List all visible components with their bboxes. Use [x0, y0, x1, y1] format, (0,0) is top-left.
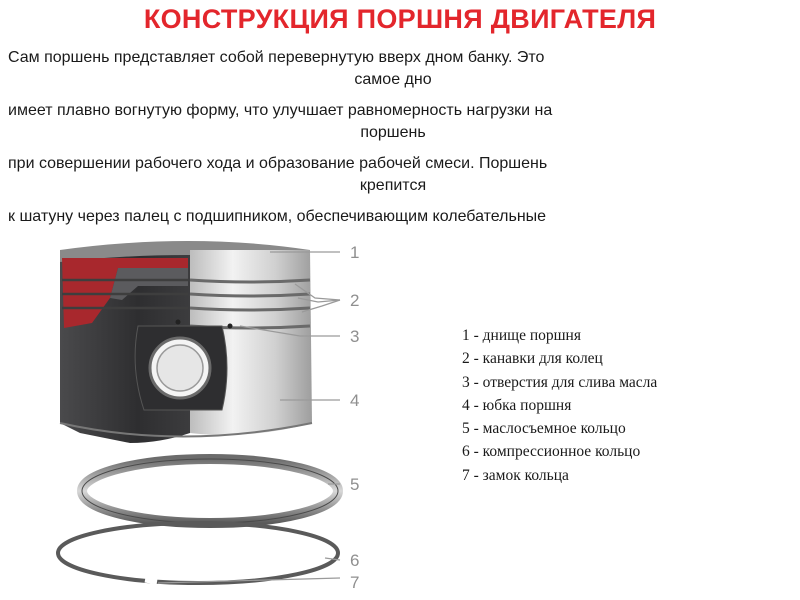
paragraph-line-text: к шатуну через палец с подшипником, обеспечивающим колебательные [8, 208, 547, 225]
callout-number: 3 [350, 327, 360, 346]
paragraph-line [8, 47, 778, 91]
piston-diagram [40, 228, 400, 598]
piston-body [60, 241, 312, 443]
callout-number: 4 [350, 391, 360, 410]
oil-hole [176, 320, 181, 325]
callout-number: 1 [350, 243, 360, 262]
paragraph-line [8, 206, 778, 228]
callout-number: 2 [350, 291, 360, 310]
legend-item: 3 - отверстия для слива масла [462, 373, 658, 391]
paragraph-line-text: при совершении рабочего хода и образование рабочей смеси. Поршень [8, 155, 548, 172]
legend-item: 1 - днище поршня [462, 327, 581, 344]
paragraph-line-text: Сам поршень представляет собой перевернутую вверх дном банку. Это [8, 49, 545, 66]
paragraph-line [8, 100, 778, 144]
callout-number: 5 [350, 475, 360, 494]
callout-number: 7 [350, 573, 360, 592]
paragraph-line-text: имеет плавно вогнутую форму, что улучшает равномерность нагрузки на [8, 102, 553, 119]
callout-number: 6 [350, 551, 360, 570]
description-text [8, 47, 778, 229]
oil-control-ring [82, 459, 338, 523]
ring-gap [145, 580, 157, 582]
paragraph-line-wrap: поршень [360, 124, 426, 141]
oil-hole [228, 324, 233, 329]
paragraph-line-wrap: самое дно [354, 71, 432, 88]
legend-item: 6 - компрессионное кольцо [462, 443, 641, 461]
legend-item: 7 - замок кольца [462, 466, 569, 484]
paragraph-line [8, 153, 778, 197]
slide-title: КОНСТРУКЦИЯ ПОРШНЯ ДВИГАТЕЛЯ [143, 4, 657, 34]
legend [462, 324, 657, 487]
legend-item: 5 - маслосъемное кольцо [462, 420, 626, 438]
compression-ring [58, 523, 338, 583]
paragraph-line-wrap: крепится [359, 177, 427, 194]
legend-item: 4 - юбка поршня [462, 396, 572, 414]
legend-item: 2 - канавки для колец [462, 350, 603, 368]
